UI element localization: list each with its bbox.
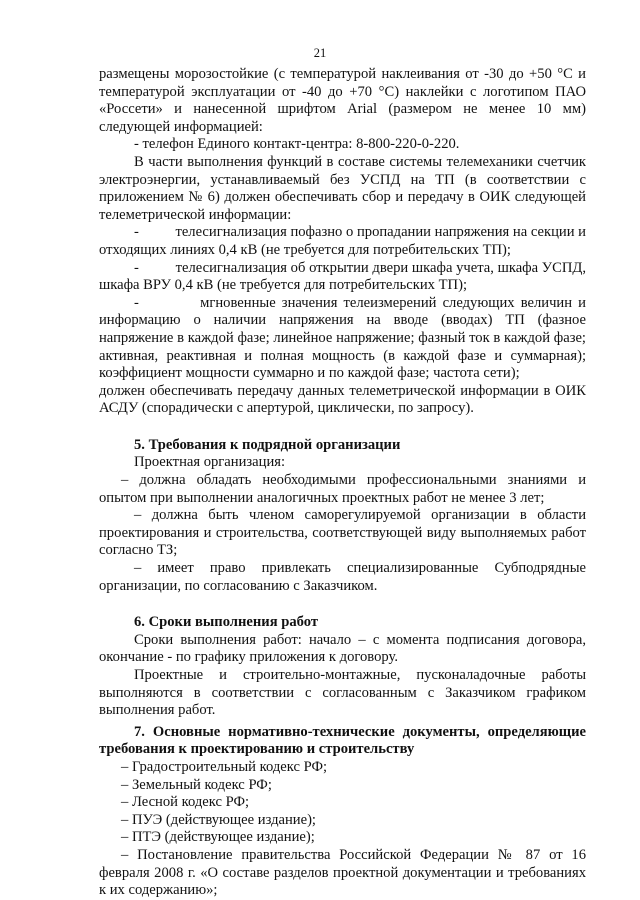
section-7-list xyxy=(99,759,586,900)
list-item: – Лесной кодекс РФ; xyxy=(121,794,250,811)
section-5-lead: Проектная организация: xyxy=(134,454,286,471)
list-item: – ПУЭ (действующее издание); xyxy=(121,811,316,828)
paragraph-stickers: размещены морозостойкие (с температурой наклеивания от -30 до +50 °С и температурой эксплуатации от -40 до +70 °С) наклейки с логотипом ПАО «Россети» и нанесенной шрифтом Arial (размером не менее 10 мм) следующей информацией: xyxy=(99,66,586,135)
section-5-bullet: – должна обладать необходимыми профессиональными знаниями и опытом при выполнении аналогичных проектных работ не менее 3 лет; xyxy=(99,472,586,506)
paragraph-transfer: должен обеспечивать передачу данных телеметрической информации в ОИК АСДУ (спорадически с апертурой, циклически, по запросу). xyxy=(99,382,586,417)
bullet-phase-signal: - телесигнализация пофазно о пропадании напряжения на секции и отходящих линиях 0,4 кВ (не требуется для потребительских ТП); xyxy=(99,224,590,258)
section-5-bullet: – имеет право привлекать специализированные Субподрядные организации, по согласованию с Заказчиком. xyxy=(99,560,586,594)
section-5-bullet: – должна быть членом саморегулируемой организации в области проектирования и строительства, соответствующей виду выполняемых работ согласно ТЗ; xyxy=(99,507,586,559)
spacer xyxy=(99,418,586,437)
bullet-door-signal: - телесигнализация об открытии двери шкафа учета, шкафа УСПД, шкафа ВРУ 0,4 кВ (не требуется для потребительских ТП); xyxy=(99,259,590,294)
bullet-measurements: - мгновенные значения телеизмерений следующих величин и информацию о наличии напряжения на вводе (вводах) ТП (фазное напряжение в каждой фазе; линейное напряжение; фазный ток в каждой фазе; активная, реактивная и полная мощность (в каждой фазе и суммарная); коэффициент мощности суммарно и по каждой фазе; частота сети); xyxy=(99,294,590,382)
spacer xyxy=(99,595,586,614)
page-content xyxy=(99,66,590,900)
page-number: 21 xyxy=(313,46,327,60)
paragraph-telemechanics: В части выполнения функций в составе системы телемеханики счетчик электроэнергии, устанавливаемый без УСПД на ТП (в соответствии с приложением № 6) должен обеспечивать сбор и передачу в ОИК следующей телеметрической информации: xyxy=(99,153,586,223)
section-7-heading: 7. Основные нормативно-технические документы, определяющие требования к проектированию и строительству xyxy=(99,723,586,758)
section-5-heading: 5. Требования к подрядной организации xyxy=(134,436,401,453)
section-6-paragraph: Сроки выполнения работ: начало – с момента подписания договора, окончание - по графику приложения к договору. xyxy=(99,631,586,666)
list-item: – Земельный кодекс РФ; xyxy=(121,776,272,793)
section-6-paragraph: Проектные и строительно-монтажные, пусконаладочные работы выполняются в соответствии с согласованным с Заказчиком графиком выполнения работ. xyxy=(99,667,586,719)
list-item: – Постановление правительства Российской Федерации № 87 от 16 февраля 2008 г. «О составе разделов проектной документации и требованиях к их содержанию»; xyxy=(99,846,586,899)
list-item: – Градостроительный кодекс РФ; xyxy=(121,758,328,775)
section-6-heading: 6. Сроки выполнения работ xyxy=(134,614,319,631)
list-item: – ПТЭ (действующее издание); xyxy=(121,829,315,846)
paragraph-phone: - телефон Единого контакт-центра: 8-800-220-0-220. xyxy=(134,136,460,153)
